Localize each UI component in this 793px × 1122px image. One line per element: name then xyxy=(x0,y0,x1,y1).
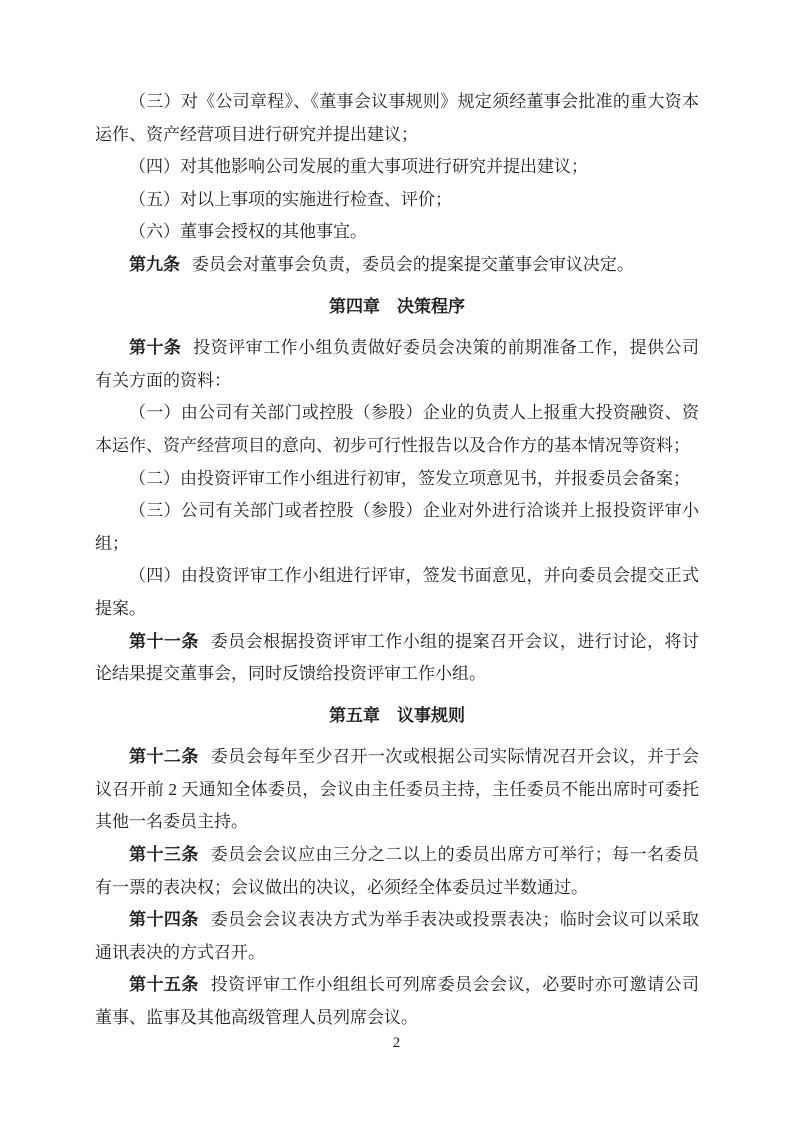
body-paragraph xyxy=(95,839,699,904)
body-paragraph xyxy=(95,397,699,462)
article-number: 第十三条 xyxy=(129,845,199,865)
paragraph-text: 投资评审工作小组组长可列席委员会会议，必要时亦可邀请公司董事、监事及其他高级管理人员列席会议。 xyxy=(95,975,700,1028)
body-paragraph xyxy=(95,216,699,249)
paragraph-text: （二）由投资评审工作小组进行初审，签发立项意见书，并报委员会备案； xyxy=(129,468,690,488)
paragraph-text: 委员会会议表决方式为举手表决或投票表决；临时会议可以采取通讯表决的方式召开。 xyxy=(95,910,700,962)
paragraph-text: 委员会对董事会负责，委员会的提案提交董事会审议决定。 xyxy=(191,254,634,274)
paragraph-text: 投资评审工作小组负责做好委员会决策的前期准备工作，提供公司有关方面的资料： xyxy=(95,338,700,390)
body-paragraph xyxy=(95,184,699,217)
chapter-heading: 第五章 议事规则 xyxy=(329,705,465,725)
page-body xyxy=(95,86,699,1035)
chapter-heading: 第四章 决策程序 xyxy=(329,296,465,316)
body-paragraph xyxy=(95,969,699,1034)
paragraph-text: （一）由公司有关部门或控股（参股）企业的负责人上报重大投资融资、资本运作、资产经营项目的意向、初步可行性报告以及合作方的基本情况等资料； xyxy=(95,403,699,455)
paragraph-text: （四）由投资评审工作小组进行评审，签发书面意见，并向委员会提交正式提案。 xyxy=(95,566,699,618)
body-paragraph xyxy=(95,86,699,151)
article-number: 第十条 xyxy=(129,338,182,358)
page-number: 2 xyxy=(392,1035,401,1051)
body-paragraph xyxy=(95,151,699,184)
body-paragraph xyxy=(95,463,699,496)
article-number: 第十二条 xyxy=(129,747,199,767)
paragraph-text: （六）董事会授权的其他事宜。 xyxy=(129,222,367,242)
body-paragraph xyxy=(95,904,699,969)
article-number: 第十一条 xyxy=(129,631,199,651)
paragraph-text: 委员会根据投资评审工作小组的提案召开会议，进行讨论，将讨论结果提交董事会，同时反馈给投资评审工作小组。 xyxy=(95,631,700,684)
article-number: 第十五条 xyxy=(129,975,199,995)
article-number: 第九条 xyxy=(129,254,180,274)
article-number: 第十四条 xyxy=(129,910,199,930)
paragraph-text: （三）对《公司章程》、《董事会议事规则》规定须经董事会批准的重大资本运作、资产经营项目进行研究并提出建议； xyxy=(95,92,699,144)
body-paragraph xyxy=(95,626,699,691)
paragraph-text: （五）对以上事项的实施进行检查、评价； xyxy=(129,189,452,209)
body-paragraph xyxy=(95,249,699,282)
paragraph-text: 委员会会议应由三分之二以上的委员出席方可举行；每一名委员有一票的表决权；会议做出的决议，必须经全体委员过半数通过。 xyxy=(95,845,700,897)
body-paragraph xyxy=(95,560,699,625)
paragraph-text: （四）对其他影响公司发展的重大事项进行研究并提出建议； xyxy=(129,157,588,177)
body-paragraph xyxy=(95,495,699,560)
paragraph-text: 委员会每年至少召开一次或根据公司实际情况召开会议，并于会议召开前 2 天通知全体委员，会议由主任委员主持，主任委员不能出席时可委托其他一名委员主持。 xyxy=(95,747,700,832)
body-paragraph xyxy=(95,741,699,839)
body-paragraph xyxy=(95,332,699,397)
paragraph-text: （三）公司有关部门或者控股（参股）企业对外进行洽谈并上报投资评审小组； xyxy=(95,501,699,553)
